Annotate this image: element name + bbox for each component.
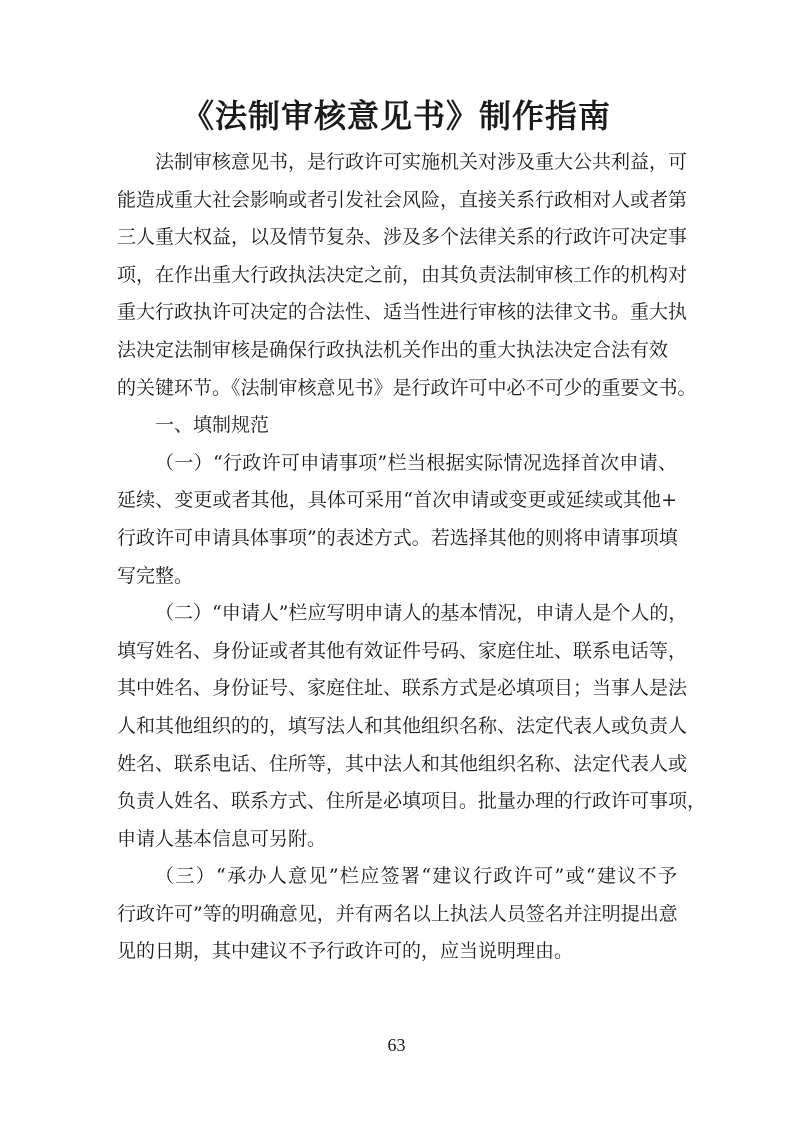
paragraph-line: 人和其他组织的的，填写法人和其他组织名称、法定代表人或负责人 <box>117 714 688 737</box>
section-heading: 一、填制规范 <box>155 414 270 437</box>
paragraph-line: 重大行政执许可决定的合法性、适当性进行审核的法律文书。重大执 <box>117 301 688 324</box>
paragraph-line: （三）“承办人意见”栏应签署“建议行政许可”或“建议不予 <box>155 865 677 888</box>
paragraph-line: （二）“申请人”栏应写明申请人的基本情况，申请人是个人的， <box>155 602 688 625</box>
paragraph-line: 见的日期，其中建议不予行政许可的，应当说明理由。 <box>117 940 574 963</box>
paragraph-line: 申请人基本信息可另附。 <box>117 827 327 850</box>
paragraph-line: 写完整。 <box>117 564 194 587</box>
paragraph-line: 行政许可”等的明确意见，并有两名以上执法人员签名并注明提出意 <box>117 902 678 925</box>
paragraph-line: 延续、变更或者其他，具体可采用“首次申请或变更或延续或其他+ <box>117 489 677 512</box>
paragraph-line: 法决定法制审核是确保行政执法机关作出的重大执法决定合法有效 <box>117 338 669 361</box>
document-title: 《法制审核意见书》制作指南 <box>181 97 611 135</box>
paragraph-line: 项，在作出重大行政执法决定之前，由其负责法制审核工作的机构对 <box>117 263 688 286</box>
paragraph-line: （一）“行政许可申请事项”栏当根据实际情况选择首次申请、 <box>155 451 677 474</box>
paragraph-line: 填写姓名、身份证或者其他有效证件号码、家庭住址、联系电话等， <box>117 639 688 662</box>
paragraph-line: 其中姓名、身份证号、家庭住址、联系方式是必填项目；当事人是法 <box>117 677 688 700</box>
document-body <box>117 144 707 971</box>
paragraph-line: 行政许可申请具体事项”的表述方式。若选择其他的则将申请事项填 <box>117 526 678 549</box>
paragraph-line: 的关键环节。《法制审核意见书》是行政许可中必不可少的重要文书。 <box>117 376 697 399</box>
paragraph-line: 负责人姓名、联系方式、住所是必填项目。批量办理的行政许可事项， <box>117 790 707 813</box>
paragraph-line: 三人重大权益，以及情节复杂、涉及多个法律关系的行政许可决定事 <box>117 226 688 249</box>
paragraph-line: 法制审核意见书，是行政许可实施机关对涉及重大公共利益，可 <box>155 151 688 173</box>
paragraph-line: 姓名、联系电话、住所等，其中法人和其他组织名称、法定代表人或 <box>117 752 688 775</box>
page-number: 63 <box>387 1035 406 1055</box>
paragraph-line: 能造成重大社会影响或者引发社会风险，直接关系行政相对人或者第 <box>117 188 688 211</box>
